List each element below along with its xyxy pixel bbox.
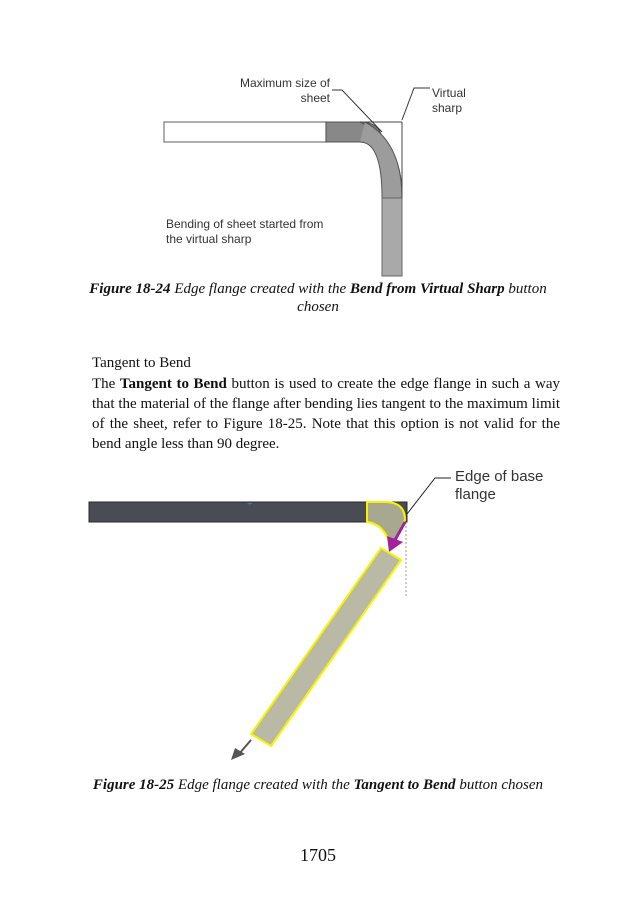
figure-caption-18-24 bbox=[80, 280, 556, 316]
body-paragraph bbox=[92, 374, 560, 454]
label-virtual-line2: sharp bbox=[432, 101, 463, 115]
leader-edge-base bbox=[407, 478, 451, 514]
caption-number: Figure 18-24 bbox=[89, 281, 171, 297]
leader-virtual bbox=[402, 88, 430, 120]
label-bending-line1: Bending of sheet started from bbox=[166, 217, 324, 231]
caption-text-after: button chosen bbox=[455, 777, 544, 793]
horizontal-sheet bbox=[164, 122, 326, 142]
label-bending-line2: the virtual sharp bbox=[166, 232, 252, 246]
caption-bold: Tangent to Bend bbox=[353, 777, 456, 793]
caption-bold: Bend from Virtual Sharp bbox=[349, 281, 505, 297]
label-virtual-line1: Virtual bbox=[432, 86, 466, 100]
label-edge-line1: Edge of base bbox=[455, 468, 544, 485]
caption-text-before: Edge flange created with the bbox=[174, 777, 354, 793]
vertical-flange bbox=[382, 198, 402, 276]
origin-marker-icon: + bbox=[247, 499, 253, 510]
label-max-size-line2: sheet bbox=[300, 91, 330, 105]
section-title: Tangent to Bend bbox=[92, 355, 191, 371]
para-start: The bbox=[92, 376, 120, 392]
para-bold: Tangent to Bend bbox=[119, 376, 227, 392]
label-edge-line2: flange bbox=[455, 486, 496, 503]
para-rest: button is used to create the edge flange in such a way that the material of the flange after bending lies tangent to the maximum limit of the sheet, refer to Figure 18-25. Note that this option is not valid for the bend angle less than 90 degree. bbox=[92, 376, 561, 452]
tangent-flange bbox=[251, 548, 401, 746]
page-number: 1705 bbox=[300, 845, 336, 865]
figure-caption-18-25 bbox=[80, 776, 556, 794]
caption-text-before: Edge flange created with the bbox=[170, 281, 350, 297]
curved-bend-outer bbox=[360, 122, 402, 198]
figure-18-25 bbox=[85, 460, 565, 770]
figure-18-24 bbox=[160, 70, 466, 280]
caption-text-after: button chosen bbox=[297, 281, 547, 315]
caption-number: Figure 18-25 bbox=[92, 777, 175, 793]
label-max-size-line1: Maximum size of bbox=[239, 76, 330, 90]
